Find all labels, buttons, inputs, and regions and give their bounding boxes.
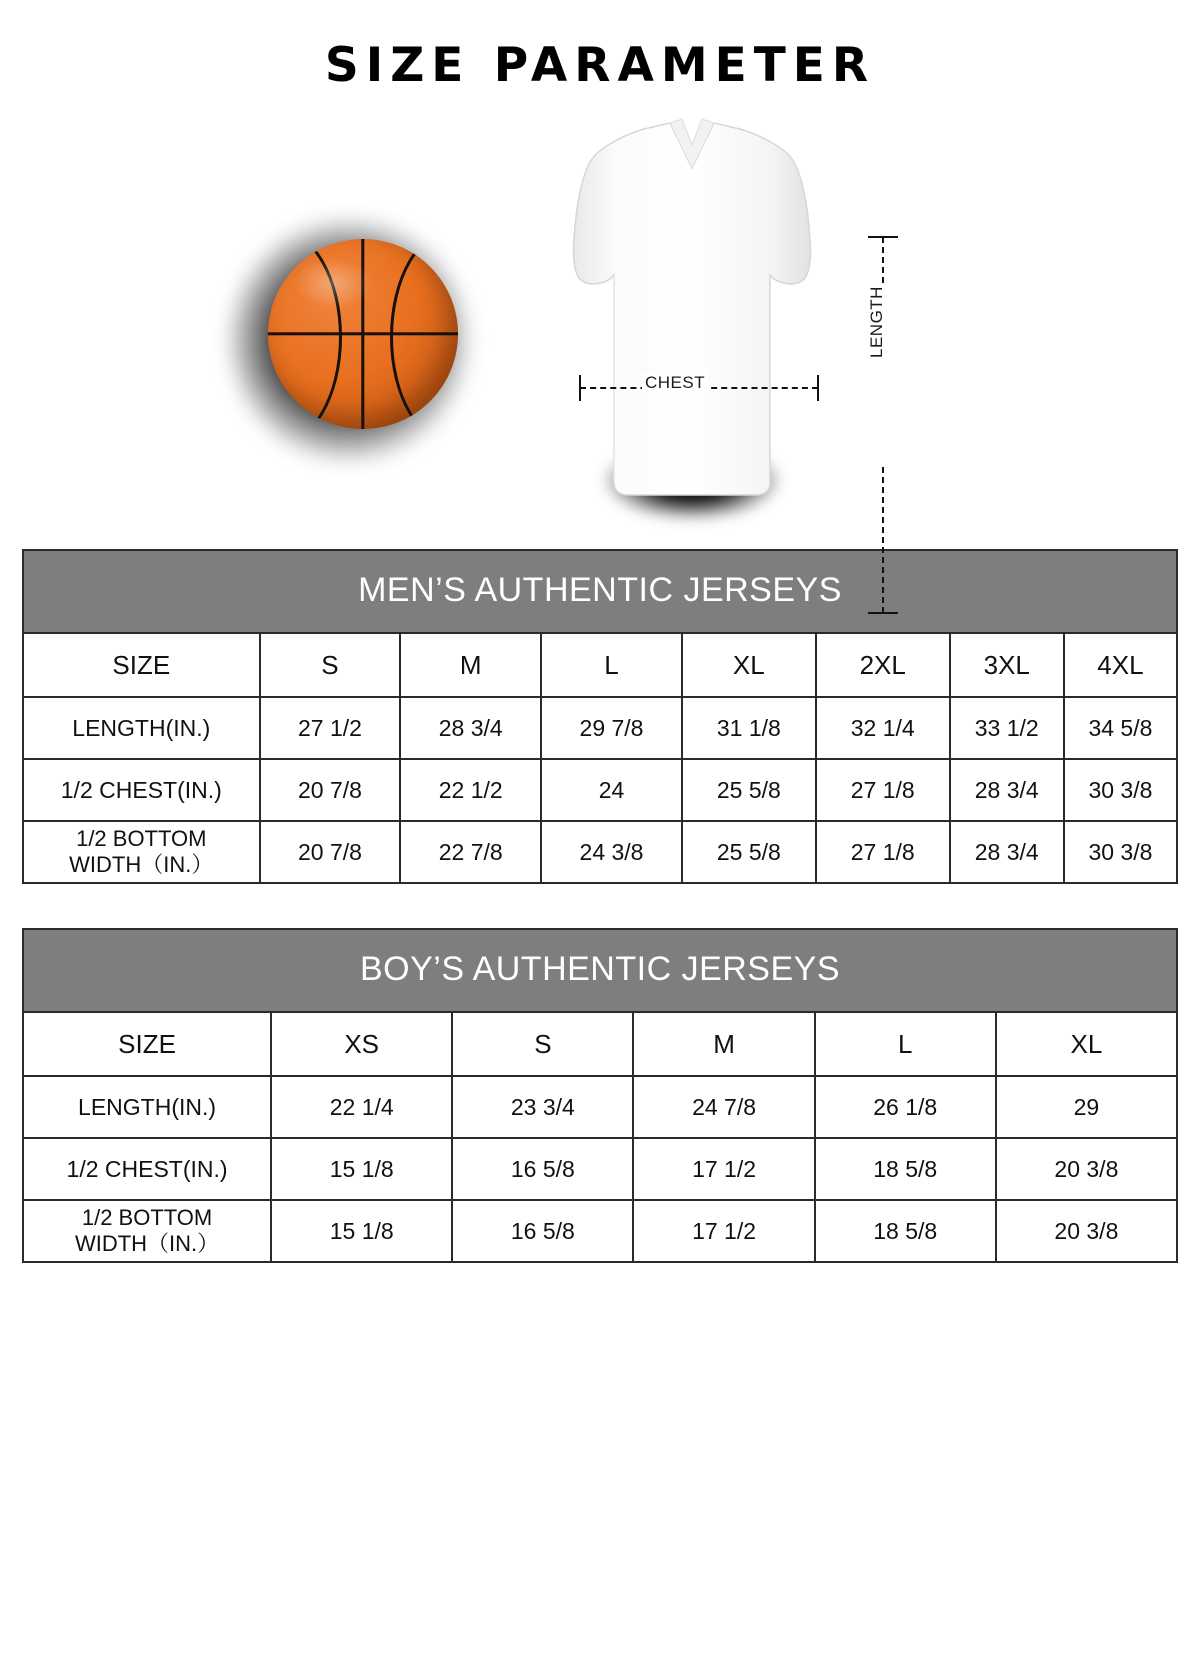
row-header: 1/2 CHEST(IN.) xyxy=(23,1138,271,1200)
column-header: M xyxy=(633,1012,814,1076)
row-header xyxy=(23,1200,271,1262)
row-header xyxy=(23,821,260,883)
table-cell: 25 5/8 xyxy=(682,759,816,821)
table-cell: 16 5/8 xyxy=(452,1138,633,1200)
chest-label: CHEST xyxy=(642,373,708,393)
length-label: LENGTH xyxy=(867,283,887,361)
mens-size-table xyxy=(22,632,1178,884)
table-cell: 32 1/4 xyxy=(816,697,950,759)
column-header: XL xyxy=(682,633,816,697)
table-cell: 17 1/2 xyxy=(633,1200,814,1262)
table-spacer xyxy=(22,884,1178,922)
table-cell: 29 xyxy=(996,1076,1177,1138)
table-cell: 15 1/8 xyxy=(271,1200,452,1262)
table-cell: 20 7/8 xyxy=(260,821,401,883)
table-cell: 30 3/8 xyxy=(1064,759,1177,821)
table-cell: 24 3/8 xyxy=(541,821,682,883)
table-cell: 22 1/2 xyxy=(400,759,541,821)
table-cell: 20 3/8 xyxy=(996,1138,1177,1200)
jersey-graphic xyxy=(552,111,832,511)
row-header-line2: WIDTH（IN.） xyxy=(69,852,214,877)
row-header: LENGTH(IN.) xyxy=(23,1076,271,1138)
boys-table-heading: BOY’S AUTHENTIC JERSEYS xyxy=(22,928,1178,1011)
table-cell: 27 1/8 xyxy=(816,759,950,821)
table-cell: 29 7/8 xyxy=(541,697,682,759)
page-title: SIZE PARAMETER xyxy=(324,38,876,93)
column-header: XL xyxy=(996,1012,1177,1076)
column-header: 2XL xyxy=(816,633,950,697)
column-header: L xyxy=(815,1012,996,1076)
table-cell: 25 5/8 xyxy=(682,821,816,883)
table-cell: 20 7/8 xyxy=(260,759,401,821)
column-header: L xyxy=(541,633,682,697)
mens-table-heading: MEN’S AUTHENTIC JERSEYS xyxy=(22,549,1178,632)
basketball-icon xyxy=(250,231,480,461)
table-row xyxy=(23,697,1177,759)
table-cell: 26 1/8 xyxy=(815,1076,996,1138)
column-header: SIZE xyxy=(23,633,260,697)
table-cell: 30 3/8 xyxy=(1064,821,1177,883)
column-header: 4XL xyxy=(1064,633,1177,697)
boys-size-table-block xyxy=(22,928,1178,1263)
table-cell: 27 1/2 xyxy=(260,697,401,759)
column-header: S xyxy=(452,1012,633,1076)
table-cell: 20 3/8 xyxy=(996,1200,1177,1262)
column-header: 3XL xyxy=(950,633,1064,697)
table-row xyxy=(23,1076,1177,1138)
table-cell: 34 5/8 xyxy=(1064,697,1177,759)
row-header: LENGTH(IN.) xyxy=(23,697,260,759)
column-header: M xyxy=(400,633,541,697)
table-cell: 18 5/8 xyxy=(815,1200,996,1262)
length-label-gap xyxy=(874,349,892,467)
table-row xyxy=(23,821,1177,883)
column-header: SIZE xyxy=(23,1012,271,1076)
basketball-graphic xyxy=(268,239,458,429)
table-cell: 22 7/8 xyxy=(400,821,541,883)
table-row xyxy=(23,1200,1177,1262)
table-cell: 22 1/4 xyxy=(271,1076,452,1138)
table-cell: 24 7/8 xyxy=(633,1076,814,1138)
mens-size-table-block xyxy=(22,549,1178,884)
column-header: S xyxy=(260,633,401,697)
table-cell: 28 3/4 xyxy=(950,821,1064,883)
table-cell: 16 5/8 xyxy=(452,1200,633,1262)
boys-size-table xyxy=(22,1011,1178,1263)
table-cell: 31 1/8 xyxy=(682,697,816,759)
table-cell: 28 3/4 xyxy=(950,759,1064,821)
table-cell: 28 3/4 xyxy=(400,697,541,759)
table-cell: 15 1/8 xyxy=(271,1138,452,1200)
table-cell: 17 1/2 xyxy=(633,1138,814,1200)
jersey-illustration xyxy=(542,111,842,531)
table-row xyxy=(23,759,1177,821)
table-cell: 33 1/2 xyxy=(950,697,1064,759)
row-header-line2: WIDTH（IN.） xyxy=(74,1231,220,1256)
table-cell: 24 xyxy=(541,759,682,821)
table-row xyxy=(23,633,1177,697)
row-header: 1/2 CHEST(IN.) xyxy=(23,759,260,821)
table-row xyxy=(23,1012,1177,1076)
row-header-line1: 1/2 BOTTOM xyxy=(76,826,207,852)
table-cell: 23 3/4 xyxy=(452,1076,633,1138)
illustration-area xyxy=(22,103,1178,543)
table-row xyxy=(23,1138,1177,1200)
column-header: XS xyxy=(271,1012,452,1076)
table-cell: 27 1/8 xyxy=(816,821,950,883)
row-header-line1: 1/2 BOTTOM xyxy=(81,1205,213,1231)
table-cell: 18 5/8 xyxy=(815,1138,996,1200)
